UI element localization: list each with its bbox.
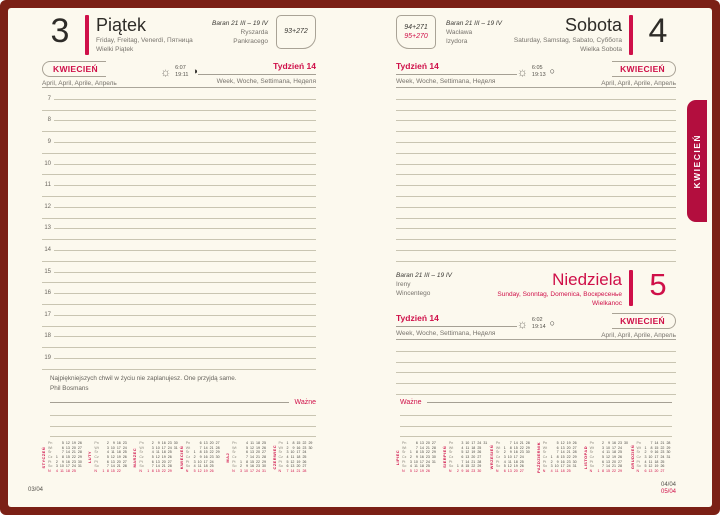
right-mini-calendars	[396, 441, 676, 474]
sun-icon: ☼	[516, 316, 528, 331]
hour-row	[42, 154, 316, 165]
sunday-lines-b	[400, 405, 672, 437]
ruled-line	[54, 142, 316, 143]
sunday-week-label: Tydzień 14	[396, 311, 517, 327]
mini-calendar-month-label: MARZEC	[132, 447, 138, 468]
ruled-line	[54, 164, 316, 165]
hour-label: 12	[44, 203, 51, 210]
hour-row	[42, 283, 316, 297]
mini-calendar: LISTOPAD Pn 2 9 16 23 30 Wt 3 10 17 24 Śr 4 11 18 25 Cz 5 12 19 26 Pt 6 13 20 27 So 7 14 21 28 N 1 8 15 22 29	[582, 441, 629, 474]
ruled-line	[50, 405, 316, 416]
ruled-line	[396, 121, 676, 132]
ruled-line	[54, 185, 316, 186]
mini-calendar-month-label: CZERWIEC	[271, 445, 277, 470]
sunday-sunrise: 6:02	[531, 317, 543, 323]
ruled-line	[396, 143, 676, 154]
saturday-header	[396, 12, 676, 55]
mini-calendar-month-label: LISTOPAD	[582, 445, 588, 469]
sunday-header	[396, 267, 676, 307]
friday-week-label: Tydzień 14	[198, 59, 316, 75]
ruled-line	[54, 207, 316, 208]
saturday-header-rule	[396, 87, 676, 88]
saturday-translations: Saturday, Samstag, Sabato, Суббота	[513, 36, 622, 44]
saturday-zodiac: Baran 21 III – 19 IV	[446, 20, 503, 27]
mini-calendar: GRUDZIEŃ Pn 7 14 21 28 Wt 1 8 15 22 29 Śr 2 9 16 23 30 Cz 3 10 17 24 31 Pt 4 11 18 25 So 5 12 19 26 N 6 13 20 27	[629, 441, 671, 474]
saturday-sun-times	[532, 65, 546, 78]
ruled-line	[42, 121, 316, 132]
saturday-name-block	[514, 15, 622, 53]
ruled-line	[396, 341, 676, 352]
mini-calendar-month-label: LIPIEC	[395, 449, 400, 465]
ruled-line	[396, 229, 676, 240]
hour-label: 18	[44, 333, 51, 340]
ruled-line	[54, 358, 316, 359]
ruled-line	[54, 272, 316, 273]
sunday-sun-times	[532, 317, 546, 330]
hour-row	[42, 240, 316, 251]
saturday-sunrise: 6:05	[531, 65, 543, 71]
hour-grid	[42, 89, 316, 370]
mini-calendar-month-label: MAJ	[225, 452, 231, 463]
sunday-accent-bar	[629, 270, 633, 306]
friday-month-translations: April, April, Aprile, Апрель	[42, 80, 117, 87]
friday-name-day-1: Ryszarda	[240, 28, 268, 36]
hour-label: 15	[44, 268, 51, 275]
sunday-sunset: 19:14	[531, 323, 546, 330]
saturday-holiday: Wielka Sobota	[580, 45, 622, 53]
ruled-line	[42, 100, 316, 111]
friday-holiday: Wielki Piątek	[96, 45, 134, 53]
saturday-month-label: KWIECIEŃ	[612, 61, 676, 77]
sunday-day-name: Niedziela	[552, 270, 622, 289]
ruled-line	[400, 427, 672, 438]
ruled-line	[396, 154, 676, 165]
sunday-month-label: KWIECIEŃ	[612, 313, 676, 329]
mini-calendar-month-label: KWIECIEŃ	[178, 445, 184, 469]
ruled-line	[54, 228, 316, 229]
mini-calendar: LUTY Pn 2 9 16 23 Wt 3 10 17 24 Śr 4 11 18 25 Cz 5 12 19 26 Pt 6 13 20 27 So 7 14 21 28 N 1 8 15 22	[87, 441, 127, 474]
friday-week-row	[42, 59, 316, 88]
mini-calendar-month-label: STYCZEŃ	[41, 446, 46, 469]
saturday-zodiac-block	[446, 15, 502, 46]
saturday-accent-bar	[629, 15, 633, 55]
friday-day-number: 3	[50, 12, 70, 50]
friday-sun-block	[160, 65, 198, 78]
friday-month-block	[42, 59, 160, 88]
friday-week-block	[198, 59, 316, 85]
sunday-day-of-year: 95+270	[404, 33, 428, 40]
hour-row	[42, 89, 316, 100]
ruled-line	[396, 175, 676, 186]
hour-row	[42, 262, 316, 273]
friday-important-label: Ważne	[294, 398, 316, 406]
hour-row	[42, 327, 316, 338]
friday-sun-times	[175, 65, 188, 78]
moon-phase-icon: ○	[549, 66, 556, 77]
sunday-week-block	[396, 311, 517, 337]
ruled-line	[42, 229, 316, 240]
ruled-line	[396, 165, 676, 176]
mini-calendar: PAŹDZIERNIK Pn 5 12 19 26 Wt 6 13 20 27 Śr 7 14 21 28 Cz 1 8 15 22 29 Pt 2 9 16 23 30 So 3 10 17 24 31 N 4 11 18 25	[535, 441, 577, 474]
friday-header	[42, 12, 316, 55]
ruled-line	[42, 359, 316, 370]
mini-calendar-month-label: PAŹDZIERNIK	[535, 441, 541, 473]
ruled-line	[400, 405, 672, 416]
sunday-zodiac: Baran 21 III – 19 IV	[396, 272, 453, 279]
saturday-name-day-2: Izydora	[446, 37, 468, 45]
sunday-zodiac-block	[396, 270, 452, 298]
ruled-line	[42, 208, 316, 219]
ruled-line	[396, 240, 676, 251]
ruled-line	[396, 100, 676, 111]
sunday-translations: Sunday, Sonntag, Domenica, Воскресенье	[497, 290, 622, 298]
sunday-week-row	[396, 311, 676, 340]
mini-calendar: KWIECIEŃ Pn 6 13 20 27 Wt 7 14 21 28 Śr 1 8 15 22 29 Cz 2 9 16 23 30 Pt 3 10 17 24 So 4 11 18 25 N 5 12 19 26	[178, 441, 220, 474]
ruled-line	[400, 416, 672, 427]
saturday-week-translations: Week, Woche, Settimana, Неделя	[396, 78, 496, 85]
ruled-line	[396, 352, 676, 363]
ruled-line	[50, 427, 316, 438]
friday-name-day-2: Pankracego	[233, 37, 268, 45]
mini-calendar-month-label: GRUDZIEŃ	[629, 445, 635, 470]
hour-label: 7	[47, 95, 51, 102]
sun-icon: ☼	[516, 64, 528, 79]
sunday-important-label: Ważne	[400, 398, 422, 406]
diary-spread	[8, 8, 712, 507]
hour-row	[42, 132, 316, 143]
friday-day-name: Piątek	[96, 15, 147, 35]
friday-week-translations: Week, Woche, Settimana, Неделя	[216, 78, 316, 85]
ruled-line	[396, 197, 676, 208]
hour-label: 19	[44, 354, 51, 361]
saturday-day-number: 4	[648, 12, 668, 50]
ruled-line	[42, 337, 316, 348]
friday-sunset: 19:11	[175, 71, 189, 78]
friday-zodiac-block	[212, 15, 268, 46]
saturday-month-translations: April, April, Aprile, Апрель	[601, 80, 676, 87]
hour-label: 16	[44, 290, 51, 297]
moon-phase-icon: ◑	[192, 66, 198, 77]
hour-label: 14	[44, 246, 51, 253]
ruled-line	[396, 132, 676, 143]
friday-zodiac: Baran 21 III – 19 IV	[211, 20, 268, 27]
saturday-week-block	[396, 59, 517, 85]
sunday-header-rule	[396, 339, 676, 340]
hour-label: 8	[47, 117, 51, 124]
ruled-line	[396, 384, 676, 395]
saturday-day-name: Sobota	[564, 15, 622, 35]
friday-important-line	[50, 402, 289, 403]
friday-translations: Friday, Freitag, Venerdì, Пятница	[96, 36, 193, 44]
saturday-week-label: Tydzień 14	[396, 59, 517, 75]
sunday-month-translations: April, April, Aprile, Апрель	[601, 332, 676, 339]
ruled-line	[42, 165, 316, 176]
ruled-line	[42, 251, 316, 262]
sunday-important-line	[427, 402, 672, 403]
hour-label: 17	[44, 311, 51, 318]
sunday-name-block	[497, 270, 622, 307]
sunday-day-number: 5	[649, 267, 667, 302]
hour-row	[42, 175, 316, 189]
friday-accent-bar	[85, 15, 89, 55]
ruled-line	[396, 219, 676, 230]
saturday-day-of-year-box	[396, 15, 436, 49]
month-tab	[687, 100, 707, 222]
mini-calendar: MAJ Pn 4 11 18 25 Wt 5 12 19 26 Śr 6 13 20 27 Cz 7 14 21 28 Pt 1 8 15 22 29 So 2 9 16 23 30 N 3 10 17 24 31	[225, 441, 267, 474]
hour-label: 9	[47, 138, 51, 145]
hour-row	[42, 348, 316, 359]
hour-label: 11	[44, 182, 51, 189]
sunday-holiday: Wielkanoc	[592, 299, 622, 307]
saturday-sun-block	[517, 65, 555, 78]
mini-calendar: MARZEC Pn 2 9 16 23 30 Wt 3 10 17 24 31 Śr 4 11 18 25 Cz 5 12 19 26 Pt 6 13 20 27 So 7 14 21 28 N 1 8 15 22 29	[132, 441, 178, 474]
saturday-lines	[396, 89, 676, 262]
friday-header-rule	[42, 87, 316, 88]
sunday-name-day-2: Wincentego	[396, 289, 431, 297]
ruled-line	[54, 315, 316, 316]
ruled-line	[50, 416, 316, 427]
ruled-line	[54, 99, 316, 100]
mini-calendar-month-label: WRZESIEŃ	[488, 445, 494, 470]
ruled-line	[42, 316, 316, 327]
ruled-line	[396, 186, 676, 197]
hour-row	[42, 197, 316, 208]
left-mini-calendars	[42, 441, 318, 474]
sunday-month-block	[555, 311, 676, 340]
ruled-line	[42, 273, 316, 284]
hour-label: 10	[44, 160, 51, 167]
ruled-line	[396, 373, 676, 384]
right-page-number	[661, 482, 676, 496]
mini-calendar: SIERPIEŃ Pn 3 10 17 24 31 Wt 4 11 18 25 Śr 5 12 19 26 Cz 6 13 20 27 Pt 7 14 21 28 So 1 8 15 22 29 N 2 9 16 23 30	[441, 441, 488, 474]
quote-author: Phil Bosmans	[50, 384, 89, 392]
ruled-line	[396, 251, 676, 262]
ruled-line	[396, 208, 676, 219]
ruled-line	[54, 336, 316, 337]
saturday-sunset: 19:13	[531, 71, 546, 78]
quote-text: Najpiękniejszych chwil w życiu nie zaplanujesz. One przyjdą same.	[50, 375, 237, 382]
friday-extra-lines	[50, 405, 316, 437]
moon-phase-icon: ○	[549, 318, 556, 329]
hour-label: 13	[44, 225, 51, 232]
saturday-name-day-1: Wacława	[446, 28, 473, 36]
friday-month-label: KWIECIEŃ	[42, 61, 106, 77]
saturday-month-block	[555, 59, 676, 88]
ruled-line	[42, 186, 316, 197]
quote-block	[50, 374, 316, 394]
ruled-line	[396, 89, 676, 100]
left-page-number: 03/04	[28, 487, 44, 493]
mini-calendar: CZERWIEC Pn 1 8 15 22 29 Wt 2 9 16 23 30 Śr 3 10 17 24 Cz 4 11 18 25 Pt 5 12 19 26 So 6 13 20 27 N 7 14 21 28	[271, 441, 313, 474]
sunday-sun-block	[517, 317, 555, 330]
mini-calendar: WRZESIEŃ Pn 7 14 21 28 Wt 1 8 15 22 29 Śr 2 9 16 23 30 Cz 3 10 17 24 Pt 4 11 18 25 So 5 12 19 26 N 6 13 20 27	[488, 441, 530, 474]
sunday-lines-a	[396, 341, 676, 395]
friday-day-of-year: 93+272	[284, 28, 308, 36]
sun-icon: ☼	[160, 64, 172, 79]
sunday-name-day-1: Ireny	[396, 280, 411, 288]
mini-calendar: LIPIEC Pn 6 13 20 27 Wt 7 14 21 28 Śr 1 8 15 22 29 Cz 2 9 16 23 30 Pt 3 10 17 24 31 So 4 11 18 25 N 5 12 19 26	[395, 441, 436, 474]
saturday-day-of-year: 94+271	[404, 23, 428, 31]
month-tab-label: KWIECIEŃ	[692, 133, 702, 189]
hour-row	[42, 305, 316, 316]
right-page-number-top: 04/04	[660, 482, 676, 488]
ruled-line	[54, 120, 316, 121]
sunday-week-translations: Week, Woche, Settimana, Неделя	[396, 330, 496, 337]
right-page-number-bottom: 05/04	[660, 489, 676, 496]
ruled-line	[54, 250, 316, 251]
friday-sunrise: 6:07	[175, 65, 186, 71]
ruled-line	[396, 363, 676, 374]
friday-name-block	[96, 15, 193, 53]
ruled-line	[54, 293, 316, 294]
mini-calendar-month-label: SIERPIEŃ	[441, 446, 447, 469]
ruled-line	[396, 111, 676, 122]
friday-day-of-year-box	[276, 15, 316, 49]
mini-calendar-month-label: LUTY	[87, 451, 93, 464]
ruled-line	[42, 294, 316, 305]
mini-calendar: STYCZEŃ Pn 5 12 19 26 Wt 6 13 20 27 Śr 7 14 21 28 Cz 1 8 15 22 29 Pt 2 9 16 23 30 So 3 10 17 24 31 N 4 11 18 25	[41, 441, 82, 474]
ruled-line	[42, 143, 316, 154]
saturday-week-row	[396, 59, 676, 88]
hour-row	[42, 219, 316, 230]
hour-row	[42, 111, 316, 122]
